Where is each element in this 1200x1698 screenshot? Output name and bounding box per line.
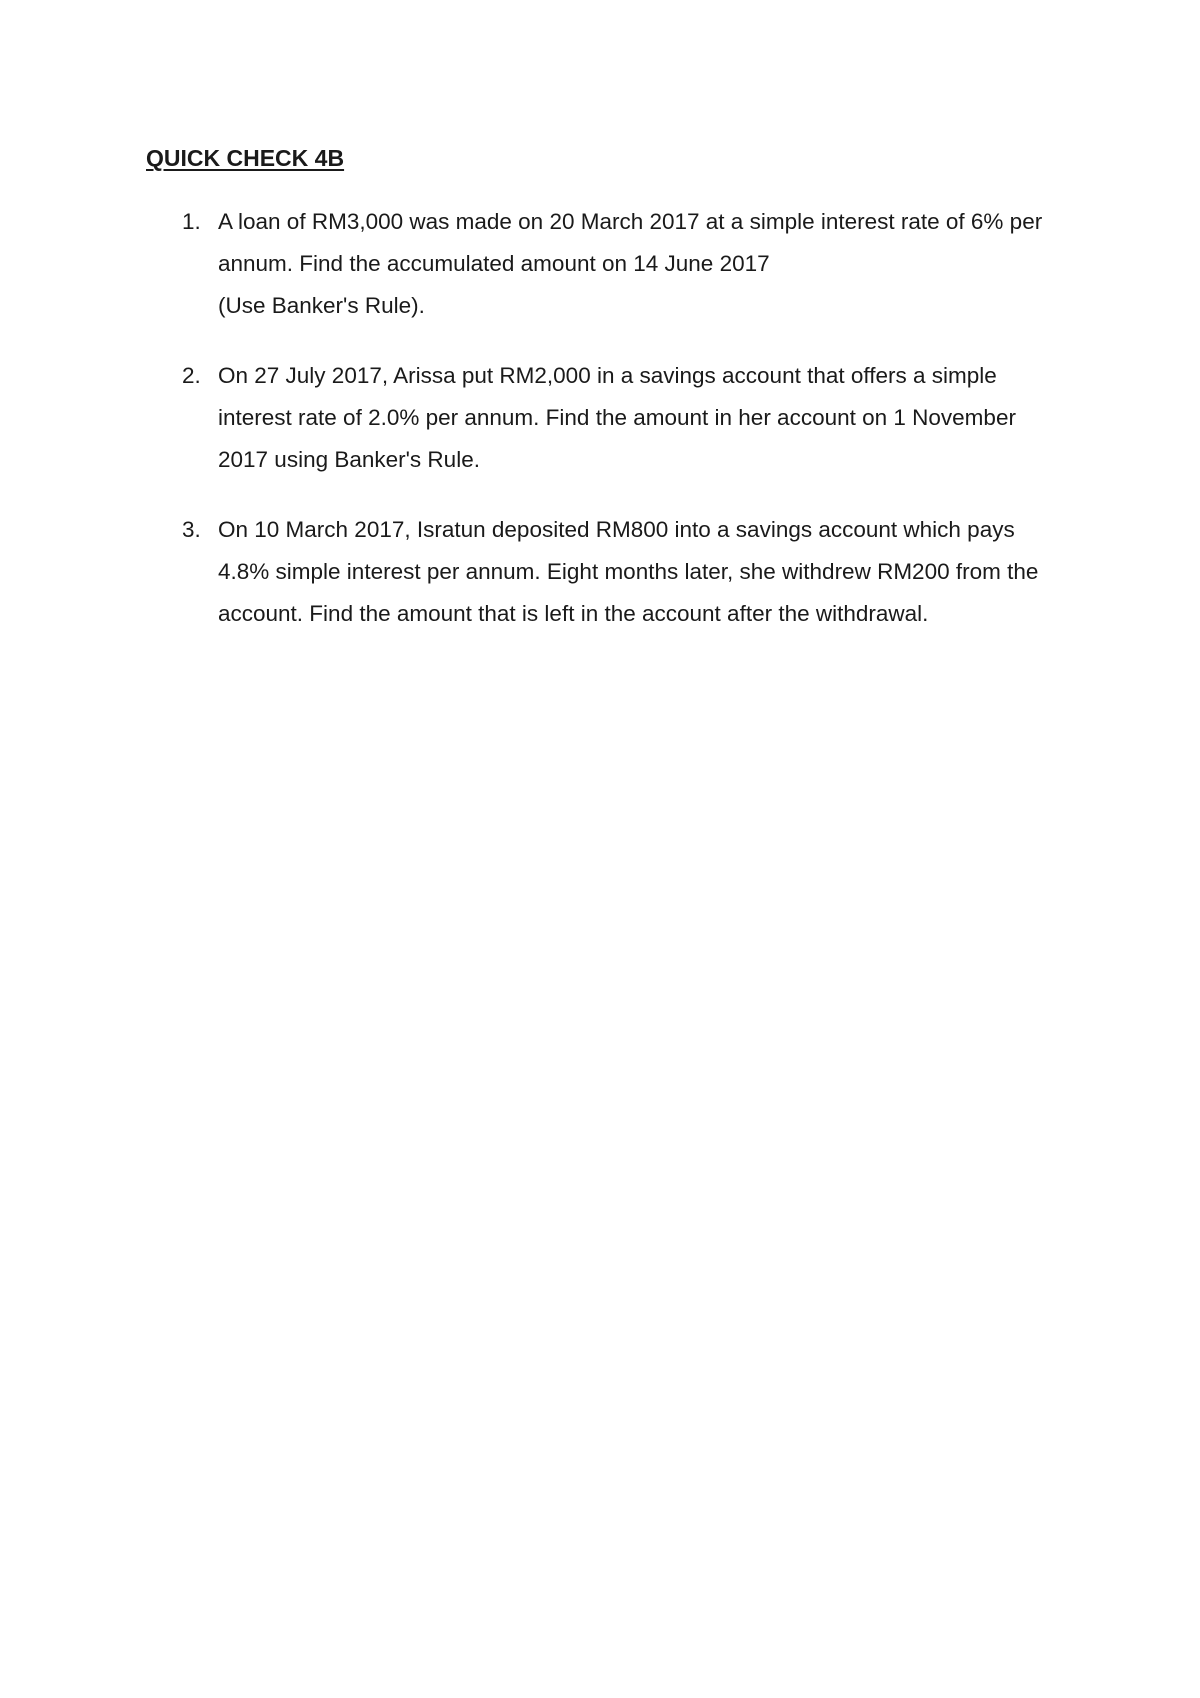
question-text: On 27 July 2017, Arissa put RM2,000 in a savings account that offers a simple interest rate of 2.0% per annum. Find the amount in her account on 1 November 2017 using Banker's Rule. bbox=[218, 363, 1016, 472]
question-item-2 bbox=[182, 355, 1052, 481]
question-number: 1. bbox=[182, 209, 201, 234]
page-title: QUICK CHECK 4B bbox=[146, 145, 345, 171]
question-note: (Use Banker's Rule). bbox=[218, 293, 425, 318]
question-number: 3. bbox=[182, 517, 201, 542]
question-text: On 10 March 2017, Isratun deposited RM800 into a savings account which pays 4.8% simple interest per annum. Eight months later, she withdrew RM200 from the account. Find the amount that is left in the account after the withdrawal. bbox=[218, 517, 1039, 626]
question-item-3 bbox=[182, 509, 1052, 635]
question-item-1 bbox=[182, 201, 1052, 327]
question-list bbox=[182, 201, 1052, 663]
question-number: 2. bbox=[182, 363, 201, 388]
question-text: A loan of RM3,000 was made on 20 March 2017 at a simple interest rate of 6% per annum. Find the accumulated amount on 14 June 2017 bbox=[218, 209, 1043, 276]
